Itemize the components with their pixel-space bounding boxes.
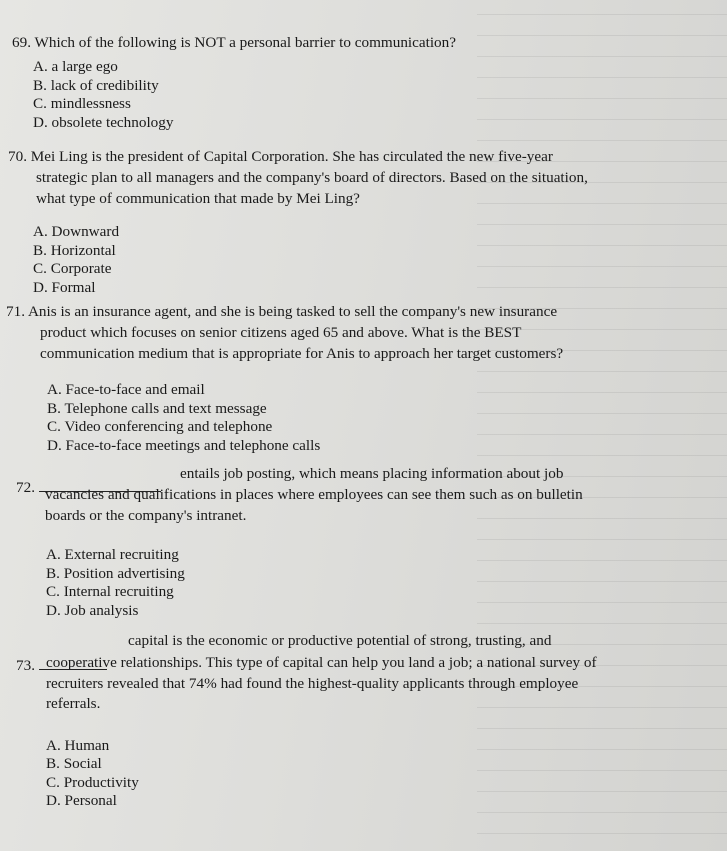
stem-line: referrals. bbox=[46, 695, 101, 712]
stem-line: communication medium that is appropriate for Anis to approach her target customers? bbox=[40, 345, 564, 362]
stem-line: Mei Ling is the president of Capital Corporation. She has circulated the new five-year bbox=[30, 148, 553, 165]
stem-line: entails job posting, which means placing information about job bbox=[180, 465, 564, 482]
stem-line: vacancies and qualifications in places where employees can see them such as on bulletin bbox=[45, 486, 583, 503]
question-73 bbox=[0, 630, 727, 811]
options-list bbox=[0, 546, 727, 620]
answer-blank[interactable] bbox=[39, 478, 161, 492]
stem-line: boards or the company's intranet. bbox=[45, 507, 247, 524]
question-72 bbox=[0, 463, 727, 620]
question-number: 72. bbox=[16, 479, 35, 496]
answer-blank[interactable] bbox=[39, 656, 107, 670]
question-69 bbox=[0, 32, 727, 132]
option-a[interactable]: A. Human bbox=[46, 736, 110, 754]
option-a[interactable]: A. Face-to-face and email bbox=[47, 381, 205, 398]
option-b[interactable]: B. Position advertising bbox=[46, 564, 185, 582]
option-c[interactable]: C. mindlessness bbox=[33, 95, 131, 113]
stem-line: what type of communication that made by Mei Ling? bbox=[36, 190, 360, 207]
option-a[interactable]: A. a large ego bbox=[33, 58, 118, 75]
option-d[interactable]: D. obsolete technology bbox=[33, 113, 174, 131]
question-70 bbox=[0, 146, 727, 297]
option-a[interactable]: A. External recruiting bbox=[46, 546, 179, 563]
stem-line: strategic plan to all managers and the company's board of directors. Based on the situation, bbox=[36, 169, 588, 186]
option-c[interactable]: C. Internal recruiting bbox=[46, 583, 174, 601]
question-number: 73. bbox=[16, 657, 35, 674]
stem-line: product which focuses on senior citizens aged 65 and above. What is the BEST bbox=[40, 324, 522, 341]
question-73-number-blank bbox=[16, 655, 107, 676]
stem-line: capital is the economic or productive potential of strong, trusting, and bbox=[128, 632, 552, 649]
option-b[interactable]: B. Social bbox=[46, 755, 102, 773]
question-number: 71. bbox=[6, 303, 25, 320]
question-69-stem bbox=[0, 32, 727, 53]
question-number: 70. bbox=[8, 148, 27, 165]
option-c[interactable]: C. Video conferencing and telephone bbox=[47, 418, 273, 436]
option-c[interactable]: C. Productivity bbox=[46, 773, 139, 791]
stem-line: cooperative relationships. This type of capital can help you land a job; a national survey of bbox=[46, 654, 597, 671]
option-b[interactable]: B. lack of credibility bbox=[33, 76, 159, 94]
stem-line: recruiters revealed that 74% had found the highest-quality applicants through employee bbox=[46, 674, 579, 692]
option-c[interactable]: C. Corporate bbox=[33, 260, 112, 278]
option-d[interactable]: D. Formal bbox=[33, 278, 96, 296]
option-b[interactable]: B. Telephone calls and text message bbox=[47, 399, 267, 417]
question-73-stem bbox=[0, 630, 656, 651]
option-a[interactable]: A. Downward bbox=[33, 223, 120, 240]
question-72-number-blank bbox=[16, 477, 161, 498]
option-d[interactable]: D. Personal bbox=[46, 792, 117, 810]
options-list bbox=[0, 223, 727, 297]
question-71 bbox=[0, 301, 727, 455]
options-list bbox=[0, 737, 727, 811]
option-b[interactable]: B. Horizontal bbox=[33, 241, 116, 259]
option-d[interactable]: D. Job analysis bbox=[46, 601, 139, 619]
question-71-stem bbox=[0, 301, 628, 364]
question-number: 69. bbox=[12, 34, 31, 51]
options-list bbox=[0, 381, 727, 455]
options-list bbox=[0, 58, 727, 132]
question-text: Which of the following is NOT a personal barrier to communication? bbox=[34, 34, 456, 51]
option-d[interactable]: D. Face-to-face meetings and telephone calls bbox=[47, 436, 321, 454]
stem-line: Anis is an insurance agent, and she is being tasked to sell the company's new insurance bbox=[27, 303, 558, 320]
question-70-stem bbox=[0, 146, 615, 209]
